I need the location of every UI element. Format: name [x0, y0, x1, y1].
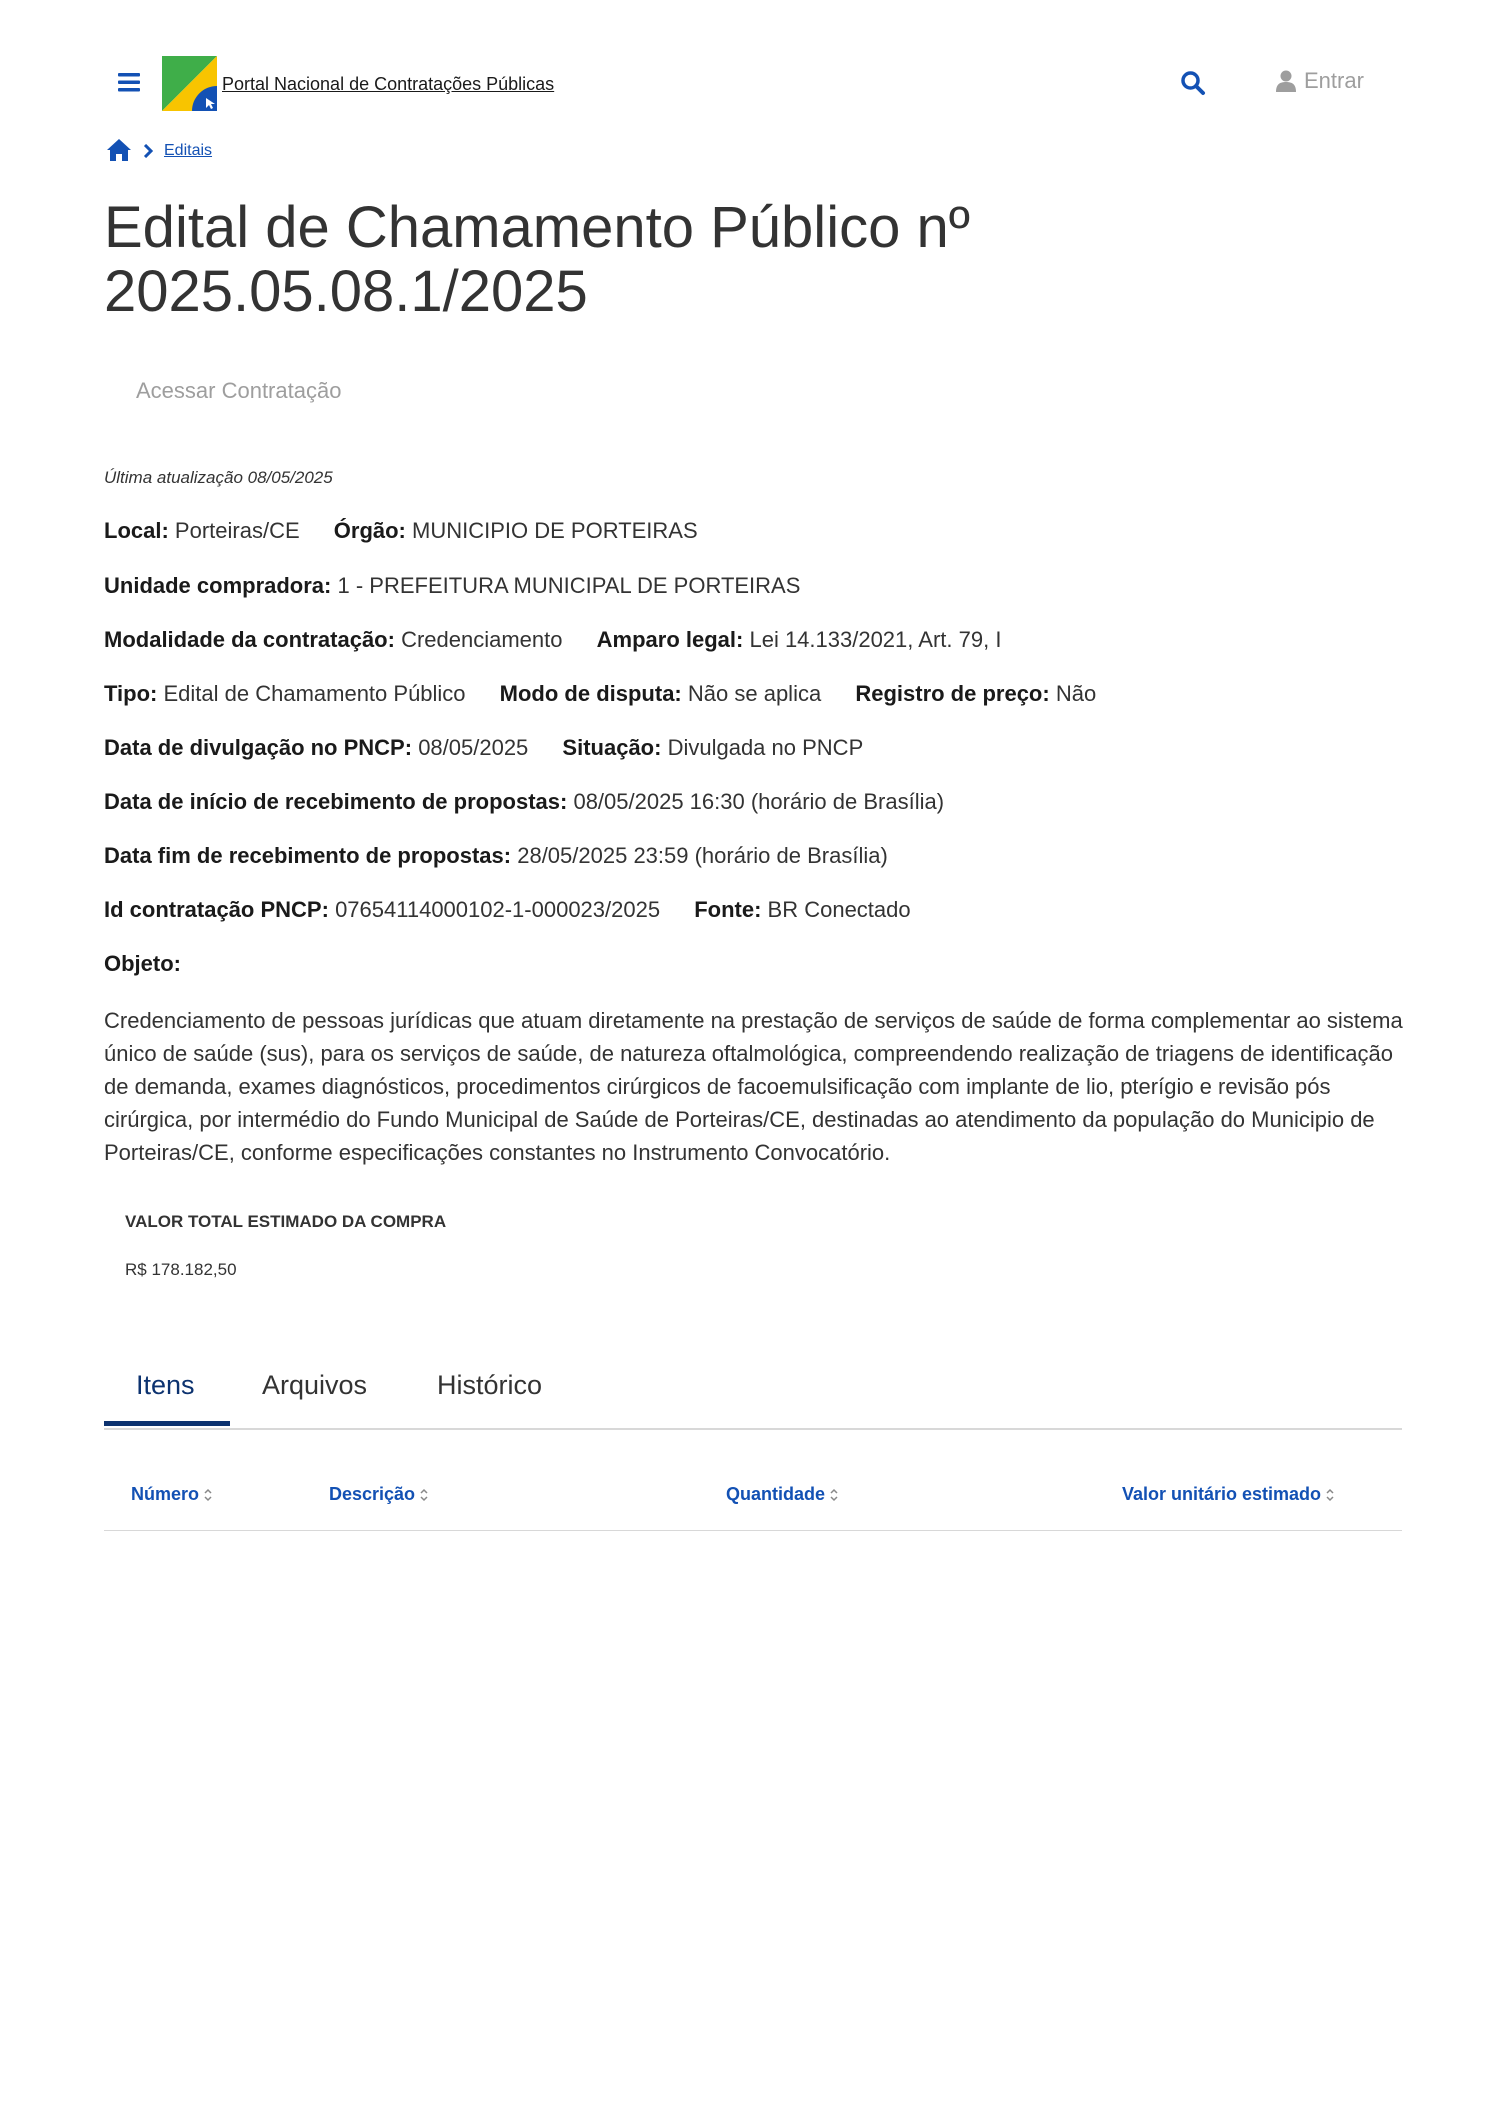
sort-icon	[203, 1487, 213, 1503]
column-numero[interactable]	[131, 1484, 213, 1505]
fim-label: Data fim de recebimento de propostas:	[104, 843, 512, 868]
detail-row-objeto	[104, 951, 181, 977]
tab-arquivos[interactable]: Arquivos	[262, 1370, 368, 1400]
amparo-value: Lei 14.133/2021, Art. 79, I	[749, 627, 1002, 652]
tab-historico[interactable]: Histórico	[437, 1370, 543, 1400]
detail-row-local	[104, 518, 698, 544]
search-icon[interactable]	[1180, 70, 1206, 96]
tipo-value: Edital de Chamamento Público	[163, 681, 466, 706]
divulgacao-value: 08/05/2025	[418, 735, 529, 760]
unidade-label: Unidade compradora:	[104, 573, 332, 598]
fonte-value: BR Conectado	[767, 897, 911, 922]
situacao-value: Divulgada no PNCP	[667, 735, 864, 760]
modo-label: Modo de disputa:	[499, 681, 682, 706]
pncp-logo[interactable]	[162, 56, 217, 111]
detail-row-fim	[104, 843, 888, 869]
unidade-value: 1 - PREFEITURA MUNICIPAL DE PORTEIRAS	[337, 573, 801, 598]
registro-value: Não	[1055, 681, 1097, 706]
modalidade-value: Credenciamento	[401, 627, 563, 652]
id-value: 07654114000102-1-000023/2025	[335, 897, 661, 922]
orgao-value: MUNICIPIO DE PORTEIRAS	[412, 518, 698, 543]
page-title: Edital de Chamamento Público nº 2025.05.08.1/2025	[104, 195, 970, 324]
column-valor-unitario-label: Valor unitário estimado	[1122, 1484, 1322, 1504]
detail-row-unidade	[104, 573, 800, 599]
situacao-label: Situação:	[562, 735, 662, 760]
valor-total-value: R$ 178.182,50	[125, 1260, 237, 1279]
user-icon	[1276, 70, 1296, 92]
modo-value: Não se aplica	[687, 681, 822, 706]
local-value: Porteiras/CE	[174, 518, 300, 543]
modalidade-label: Modalidade da contratação:	[104, 627, 395, 652]
inicio-label: Data de início de recebimento de propostas:	[104, 789, 568, 814]
orgao-label: Órgão:	[333, 518, 406, 543]
registro-label: Registro de preço:	[855, 681, 1050, 706]
divulgacao-label: Data de divulgação no PNCP:	[104, 735, 413, 760]
objeto-label: Objeto:	[104, 951, 181, 976]
tab-bar	[104, 1356, 1402, 1430]
tab-itens[interactable]: Itens	[136, 1370, 195, 1400]
table-header-divider	[104, 1530, 1402, 1531]
detail-row-modalidade	[104, 627, 1001, 653]
objeto-description: Credenciamento de pessoas jurídicas que atuam diretamente na prestação de serviços de saúde de forma complementar ao sistema único de saúde (sus), para os serviços de saúde, de natureza oftalmológica, compreendendo realização de triagens de identificação de demanda, exames diagnósticos, procedimentos cirúrgicos de facoemulsificação com implante de lio, pterígio e revisão pós cirúrgica, por intermédio do Fundo Municipal de Saúde de Porteiras/CE, destinadas ao atendimento da população do Municipio de Porteiras/CE, conforme especificações constantes no Instrumento Convocatório.	[104, 1008, 1403, 1165]
home-icon[interactable]	[106, 138, 132, 162]
detail-row-tipo	[104, 681, 1096, 707]
amparo-label: Amparo legal:	[596, 627, 744, 652]
login-button[interactable]	[1276, 68, 1364, 94]
column-descricao[interactable]	[329, 1484, 429, 1505]
valor-total-label: VALOR TOTAL ESTIMADO DA COMPRA	[125, 1212, 447, 1231]
active-tab-indicator	[104, 1421, 230, 1426]
detail-row-inicio	[104, 789, 944, 815]
column-quantidade-label: Quantidade	[726, 1484, 826, 1504]
sort-icon	[419, 1487, 429, 1503]
local-label: Local:	[104, 518, 169, 543]
column-descricao-label: Descrição	[329, 1484, 416, 1504]
detail-row-divulgacao	[104, 735, 863, 761]
detail-row-id	[104, 897, 911, 923]
breadcrumb-editais[interactable]: Editais	[164, 142, 213, 159]
inicio-value: 08/05/2025 16:30 (horário de Brasília)	[573, 789, 945, 814]
id-label: Id contratação PNCP:	[104, 897, 329, 922]
chevron-right-icon	[142, 144, 154, 158]
sort-icon	[829, 1487, 839, 1503]
fim-value: 28/05/2025 23:59 (horário de Brasília)	[517, 843, 888, 868]
menu-icon[interactable]	[118, 72, 140, 92]
access-contract-button[interactable]: Acessar Contratação	[136, 378, 342, 403]
login-label: Entrar	[1304, 68, 1364, 93]
fonte-label: Fonte:	[694, 897, 762, 922]
last-update: Última atualização 08/05/2025	[104, 468, 333, 487]
sort-icon	[1325, 1487, 1335, 1503]
portal-name-link[interactable]: Portal Nacional de Contratações Públicas	[222, 74, 555, 94]
column-quantidade[interactable]	[726, 1484, 839, 1505]
column-numero-label: Número	[131, 1484, 200, 1504]
tipo-label: Tipo:	[104, 681, 158, 706]
column-valor-unitario[interactable]	[1122, 1484, 1335, 1505]
